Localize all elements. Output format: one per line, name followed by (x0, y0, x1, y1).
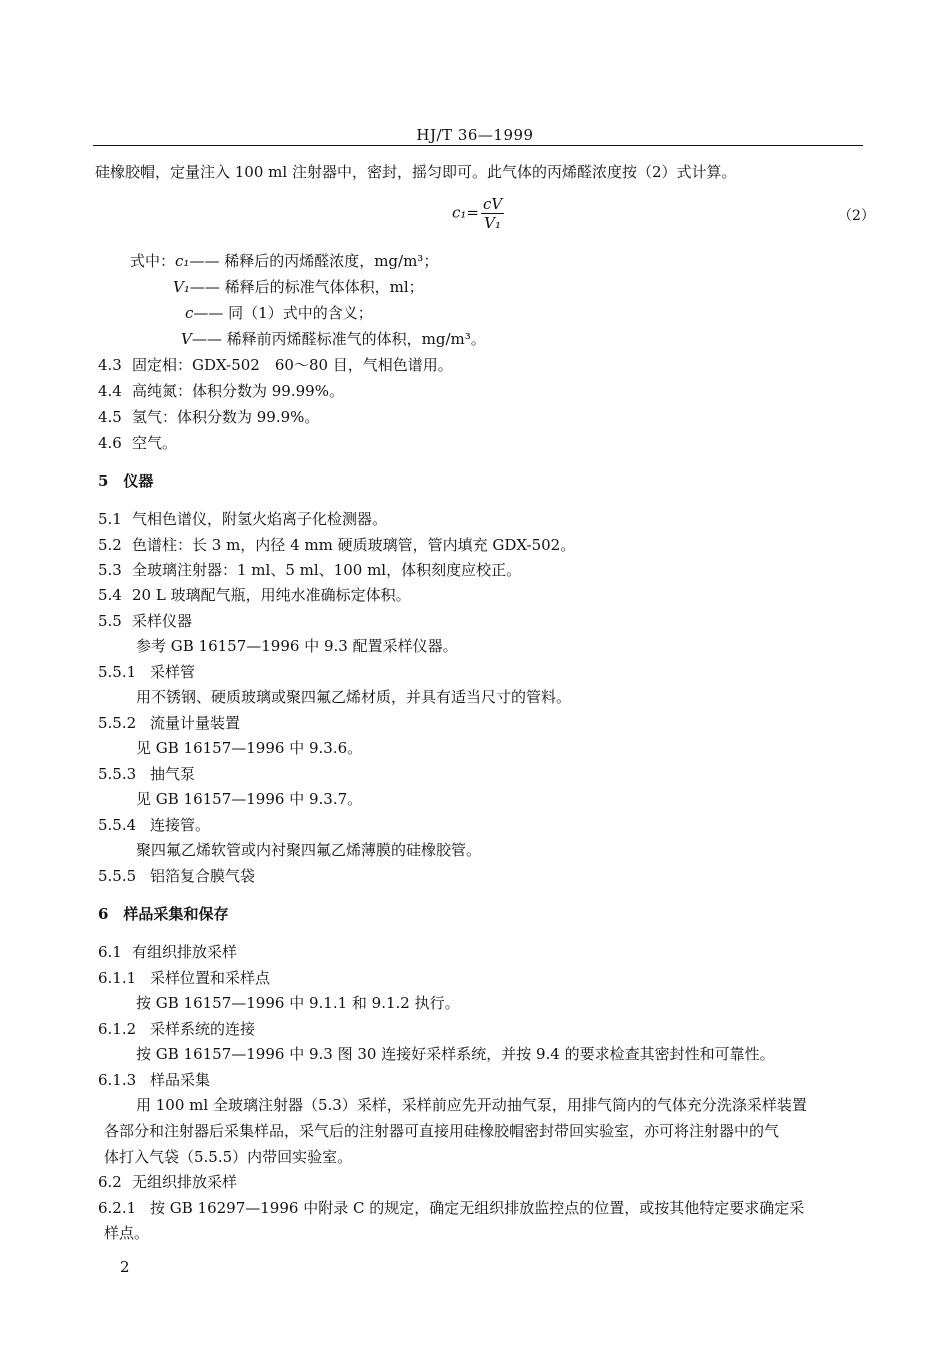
item-5-5 (98, 611, 192, 631)
item-number: 4.5 (98, 408, 122, 426)
section-5-heading: 5 仪器 (98, 472, 154, 490)
item-number: 5.3 (98, 561, 122, 579)
item-5-4 (98, 585, 411, 605)
item-6-1-1-body: 按 GB 16157—1996 中 9.1.1 和 9.1.2 执行。 (136, 994, 460, 1012)
item-text: 无组织排放采样 (132, 1173, 238, 1191)
item-text: 铝箔复合膜气袋 (150, 867, 256, 885)
section-6-heading: 6 样品采集和保存 (98, 905, 229, 923)
item-4-6 (98, 433, 177, 453)
item-number: 5.1 (98, 510, 122, 528)
where-line-3 (185, 303, 373, 323)
where-text: —— 稀释后的丙烯醛浓度，mg/m³； (189, 252, 439, 270)
where-line-2 (173, 277, 424, 297)
item-text: 连接管。 (150, 816, 211, 834)
item-number: 5.5.1 (98, 663, 137, 681)
formula-number: （2） (838, 208, 875, 224)
item-5-5-body: 参考 GB 16157—1996 中 9.3 配置采样仪器。 (136, 637, 458, 655)
item-number: 6.1.3 (98, 1071, 137, 1089)
item-text: 固定相：GDX-502 60～80 目，气相色谱用。 (132, 356, 453, 374)
item-number: 5.5.5 (98, 867, 137, 885)
item-6-2-1 (98, 1198, 804, 1218)
item-text: 高纯氮：体积分数为 99.99%。 (132, 382, 344, 400)
item-6-1 (98, 942, 237, 962)
where-line-4 (181, 329, 486, 349)
item-number: 5.4 (98, 586, 122, 604)
item-5-2 (98, 535, 575, 555)
item-6-1-2 (98, 1019, 255, 1039)
item-6-1-3-body-line-2: 各部分和注射器后采集样品，采气后的注射器可直接用硅橡胶帽密封带回实验室，亦可将注射器中的气 (104, 1122, 780, 1140)
item-number: 5.5.3 (98, 765, 137, 783)
where-text: —— 同（1）式中的含义； (193, 304, 373, 322)
item-text: 采样管 (150, 663, 196, 681)
item-6-1-3-body-line-1: 用 100 ml 全玻璃注射器（5.3）采样，采样前应先开动抽气泵，用排气筒内的气体充分洗涤采样装置 (136, 1096, 807, 1114)
item-5-5-5 (98, 866, 255, 886)
formula-denominator: V₁ (484, 214, 502, 232)
item-text: 全玻璃注射器：1 ml、5 ml、100 ml，体积刻度应校正。 (132, 561, 522, 579)
standard-code-header: HJ/T 36—1999 (416, 126, 534, 144)
item-5-5-1 (98, 662, 195, 682)
item-5-5-4 (98, 815, 210, 835)
item-5-5-3 (98, 764, 195, 784)
where-symbol: V (181, 330, 192, 348)
where-prefix: 式中： (130, 252, 176, 270)
item-text: 气相色谱仪，附氢火焰离子化检测器。 (132, 510, 388, 528)
item-text: 20 L 玻璃配气瓶，用纯水准确标定体积。 (132, 586, 411, 604)
where-text: —— 稀释后的标准气体体积，ml； (189, 278, 424, 296)
item-6-2-1-continued: 样点。 (104, 1224, 150, 1242)
intro-line: 硅橡胶帽，定量注入 100 ml 注射器中，密封，摇匀即可。此气体的丙烯醛浓度按（2）式计算。 (95, 163, 737, 181)
page-number: 2 (120, 1258, 130, 1276)
item-4-5 (98, 407, 319, 427)
item-text: 采样系统的连接 (150, 1020, 256, 1038)
item-text: 空气。 (132, 434, 178, 452)
item-number: 5.5 (98, 612, 122, 630)
formula-fraction (481, 195, 504, 232)
item-text: 色谱柱：长 3 m，内径 4 mm 硬质玻璃管，管内填充 GDX-502。 (132, 536, 576, 554)
item-6-1-2-body: 按 GB 16157—1996 中 9.3 图 30 连接好采样系统，并按 9.4 的要求检查其密封性和可靠性。 (136, 1045, 775, 1063)
formula-2 (452, 195, 504, 232)
item-5-5-3-body: 见 GB 16157—1996 中 9.3.7。 (136, 790, 363, 808)
item-5-3 (98, 560, 521, 580)
item-5-5-1-body: 用不锈钢、硬质玻璃或聚四氟乙烯材质，并具有适当尺寸的管料。 (136, 688, 572, 706)
item-number: 5.5.2 (98, 714, 137, 732)
item-text: 抽气泵 (150, 765, 196, 783)
formula-numerator: cV (482, 195, 503, 213)
item-number: 4.6 (98, 434, 122, 452)
item-text: 采样位置和采样点 (150, 969, 271, 987)
item-text: 流量计量装置 (150, 714, 241, 732)
item-number: 6.2.1 (98, 1199, 137, 1217)
item-number: 6.1 (98, 943, 122, 961)
where-line-1 (130, 251, 438, 271)
item-4-4 (98, 381, 344, 401)
item-6-1-1 (98, 968, 270, 988)
item-6-2 (98, 1172, 237, 1192)
item-5-5-4-body: 聚四氟乙烯软管或内衬聚四氟乙烯薄膜的硅橡胶管。 (136, 841, 482, 859)
item-number: 6.1.2 (98, 1020, 137, 1038)
item-5-5-2-body: 见 GB 16157—1996 中 9.3.6。 (136, 739, 363, 757)
item-number: 6.1.1 (98, 969, 137, 987)
item-4-3 (98, 355, 453, 375)
header-rule (93, 145, 863, 146)
formula-lhs: c₁= (452, 203, 479, 222)
item-text: 氢气：体积分数为 99.9%。 (132, 408, 320, 426)
item-6-1-3-body-line-3: 体打入气袋（5.5.5）内带回实验室。 (104, 1148, 353, 1166)
item-text: 采样仪器 (132, 612, 193, 630)
item-5-1 (98, 509, 387, 529)
item-number: 5.2 (98, 536, 122, 554)
item-text: 有组织排放采样 (132, 943, 238, 961)
item-6-1-3 (98, 1070, 210, 1090)
where-symbol: c₁ (175, 252, 190, 270)
where-symbol: c (185, 304, 194, 322)
item-text: 样品采集 (150, 1071, 211, 1089)
item-number: 5.5.4 (98, 816, 137, 834)
item-5-5-2 (98, 713, 240, 733)
item-number: 6.2 (98, 1173, 122, 1191)
item-number: 4.4 (98, 382, 122, 400)
where-text: —— 稀释前丙烯醛标准气的体积，mg/m³。 (191, 330, 486, 348)
item-number: 4.3 (98, 356, 122, 374)
where-symbol: V₁ (173, 278, 190, 296)
item-text: 按 GB 16297—1996 中附录 C 的规定，确定无组织排放监控点的位置，或按其他特定要求确定采 (150, 1199, 805, 1217)
